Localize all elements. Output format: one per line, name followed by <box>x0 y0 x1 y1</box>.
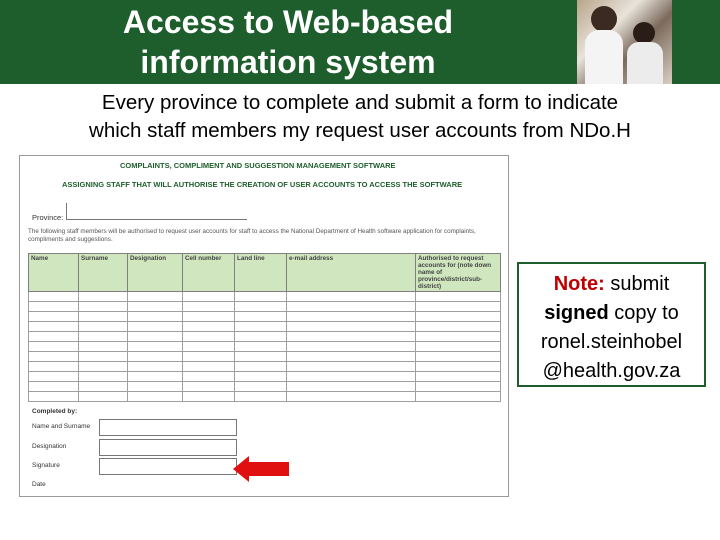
staff-table <box>28 253 501 402</box>
col-authorised: Authorised to request accounts for (note down name of province/district/sub-district) <box>416 254 501 292</box>
signature-field <box>99 458 237 475</box>
form-paragraph: The following staff members will be authorised to request user accounts for staff to access the National Department of Health software application for complaints, compliments and suggestions. <box>28 228 476 243</box>
table-row <box>29 292 501 302</box>
table-row <box>29 312 501 322</box>
designation-field <box>99 439 237 456</box>
designation-label: Designation <box>32 443 67 450</box>
form-title: COMPLAINTS, COMPLIMENT AND SUGGESTION MANAGEMENT SOFTWARE <box>120 161 396 170</box>
subtitle-line-2: which staff members my request user accounts from NDo.H <box>89 119 631 142</box>
slide-subtitle <box>10 89 710 145</box>
name-surname-label: Name and Surname <box>32 423 91 430</box>
note-label: Note: <box>553 273 605 295</box>
table-row <box>29 322 501 332</box>
signature-label: Signature <box>32 462 60 469</box>
note-text-1: submit <box>610 273 670 295</box>
province-label: Province: <box>32 213 64 222</box>
header-photo <box>577 0 672 84</box>
col-email: e-mail address <box>287 254 416 292</box>
title-line-1: Access to Web-based <box>122 4 454 40</box>
province-field <box>66 203 247 220</box>
title-line-2: information system <box>140 44 436 80</box>
table-row <box>29 302 501 312</box>
table-row <box>29 362 501 372</box>
table-row <box>29 372 501 382</box>
table-row <box>29 352 501 362</box>
note-email-2: @health.gov.za <box>542 360 681 382</box>
completed-by-label: Completed by: <box>32 408 78 415</box>
table-header-row <box>29 254 501 292</box>
subtitle-line-1: Every province to complete and submit a form to indicate <box>101 91 619 114</box>
form-screenshot <box>19 155 509 497</box>
form-subtitle: ASSIGNING STAFF THAT WILL AUTHORISE THE CREATION OF USER ACCOUNTS TO ACCESS THE SOFTWARE <box>62 180 463 189</box>
red-arrow-icon <box>233 456 289 482</box>
col-surname: Surname <box>79 254 128 292</box>
date-label: Date <box>32 481 46 488</box>
slide-title <box>78 2 498 82</box>
note-line-2 <box>519 299 704 328</box>
note-signed: signed <box>544 302 609 324</box>
note-text-2: copy to <box>614 302 679 324</box>
note-line-1 <box>519 270 704 299</box>
col-cell-number: Cell number <box>183 254 235 292</box>
table-row <box>29 342 501 352</box>
note-email-1: ronel.steinhobel <box>540 331 683 353</box>
name-surname-field <box>99 419 237 436</box>
table-row <box>29 392 501 402</box>
col-name: Name <box>29 254 79 292</box>
slide-header <box>0 0 720 84</box>
col-designation: Designation <box>128 254 183 292</box>
table-row <box>29 332 501 342</box>
col-land-line: Land line <box>235 254 287 292</box>
note-box <box>517 262 706 387</box>
table-row <box>29 382 501 392</box>
